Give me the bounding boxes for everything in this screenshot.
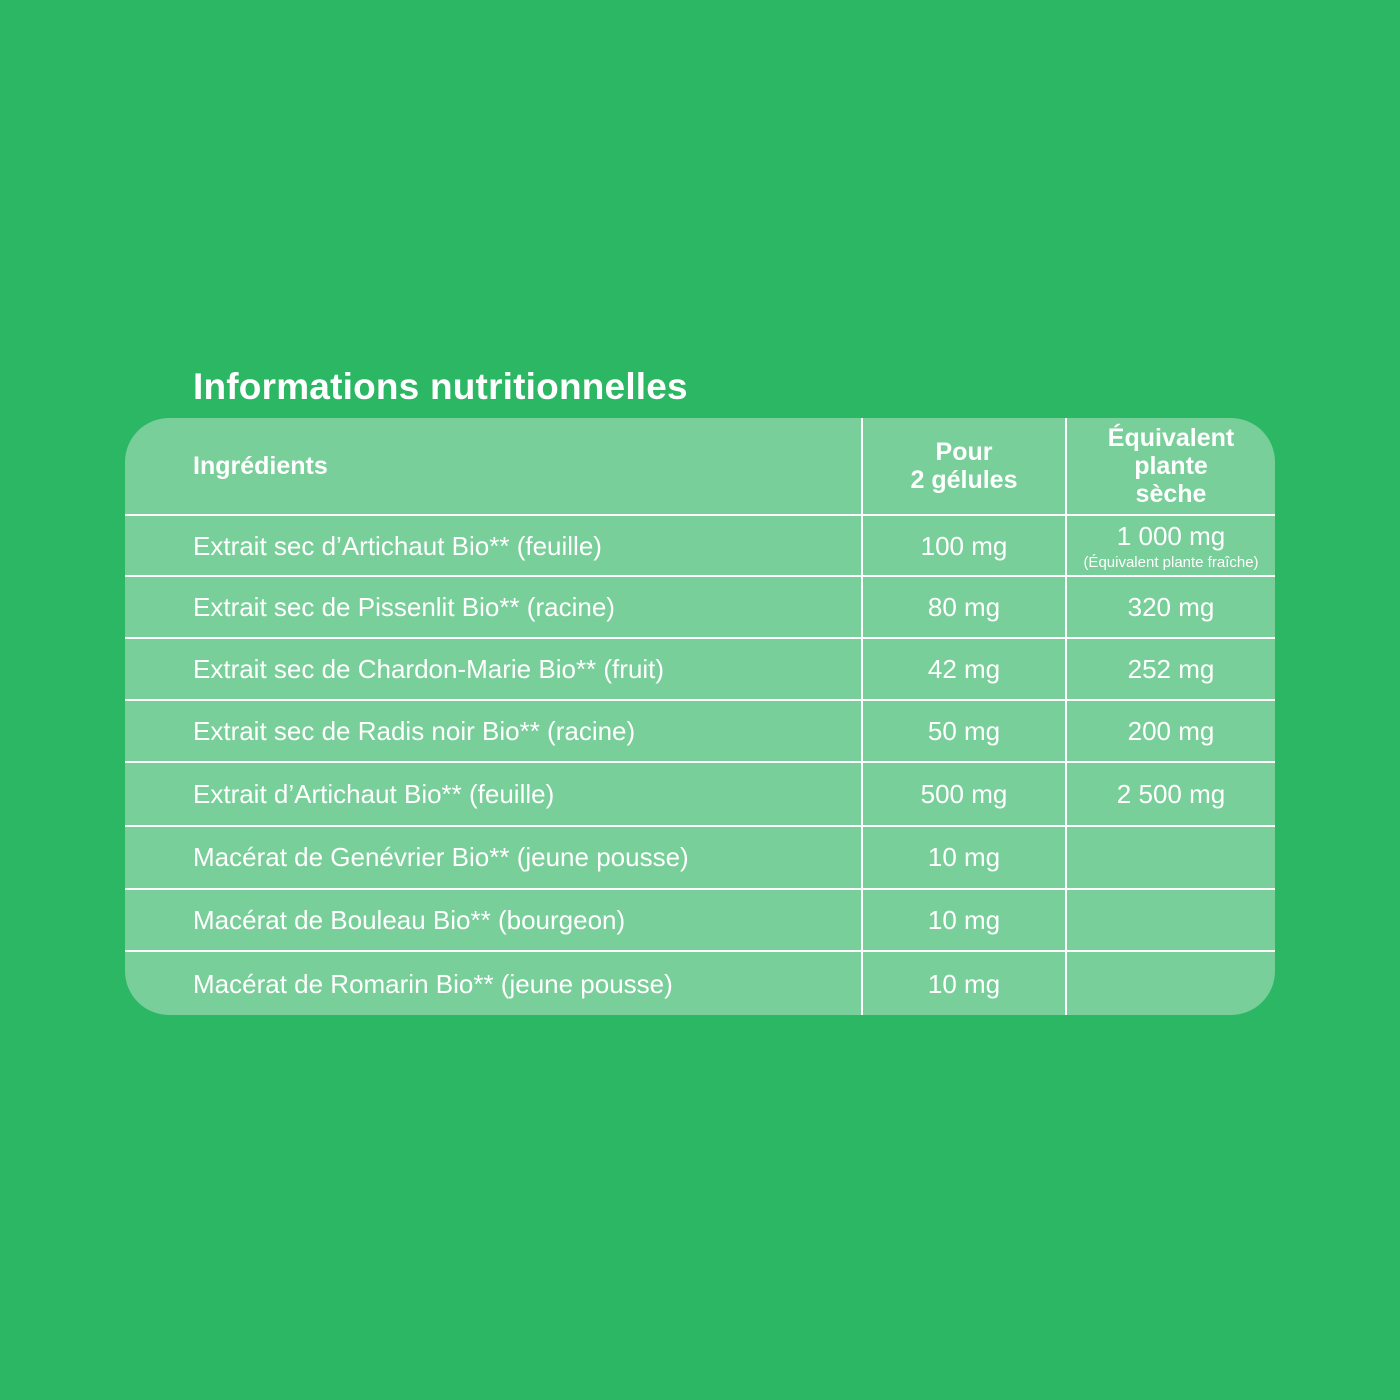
ingredient-equivalent [1067,890,1275,951]
equivalent-value: 1 000 mg [1116,521,1226,551]
page-title: Informations nutritionnelles [193,366,688,407]
ingredient-equivalent: 252 mg [1127,654,1215,684]
header-equivalent-line: Équivalent [1107,424,1235,452]
header-ingredients: Ingrédients [193,452,328,480]
nutrition-table [125,418,1275,1015]
ingredient-dose: 10 mg [927,969,1001,999]
table-row [125,761,1275,826]
table-row [125,888,1275,951]
header-dose-line: Pour [935,438,993,466]
header-dose-line: 2 gélules [910,466,1018,494]
table-row [125,637,1275,700]
header-dose [863,418,1065,514]
ingredient-name: Extrait sec de Radis noir Bio** (racine) [193,716,636,746]
ingredient-name: Macérat de Genévrier Bio** (jeune pousse) [193,842,689,872]
table-header-row [125,418,1275,514]
ingredient-name: Macérat de Bouleau Bio** (bourgeon) [193,905,626,935]
ingredient-name: Extrait sec de Chardon-Marie Bio** (fruit) [193,654,665,684]
table-row [125,825,1275,888]
table-row [125,514,1275,577]
ingredient-dose: 42 mg [927,654,1001,684]
ingredient-dose: 10 mg [927,905,1001,935]
equivalent-note: (Équivalent plante fraîche) [1083,554,1259,571]
header-equivalent-line: sèche [1135,480,1207,508]
ingredient-dose: 100 mg [920,531,1008,561]
ingredient-dose: 80 mg [927,592,1001,622]
ingredient-equivalent [1067,827,1275,888]
ingredient-dose: 50 mg [927,716,1001,746]
ingredient-equivalent: 2 500 mg [1116,779,1226,809]
ingredient-dose: 10 mg [927,842,1001,872]
header-equivalent [1067,418,1275,514]
header-equivalent-line: plante [1134,452,1208,480]
table-row [125,575,1275,638]
table-row [125,699,1275,762]
ingredient-name: Macérat de Romarin Bio** (jeune pousse) [193,969,673,999]
ingredient-equivalent [1067,516,1275,577]
table-row [125,950,1275,1015]
ingredient-name: Extrait d’Artichaut Bio** (feuille) [193,779,555,809]
ingredient-equivalent: 320 mg [1127,592,1215,622]
ingredient-name: Extrait sec de Pissenlit Bio** (racine) [193,592,615,622]
ingredient-equivalent: 200 mg [1127,716,1215,746]
ingredient-equivalent [1067,952,1275,1015]
ingredient-dose: 500 mg [920,779,1008,809]
ingredient-name: Extrait sec d’Artichaut Bio** (feuille) [193,531,602,561]
